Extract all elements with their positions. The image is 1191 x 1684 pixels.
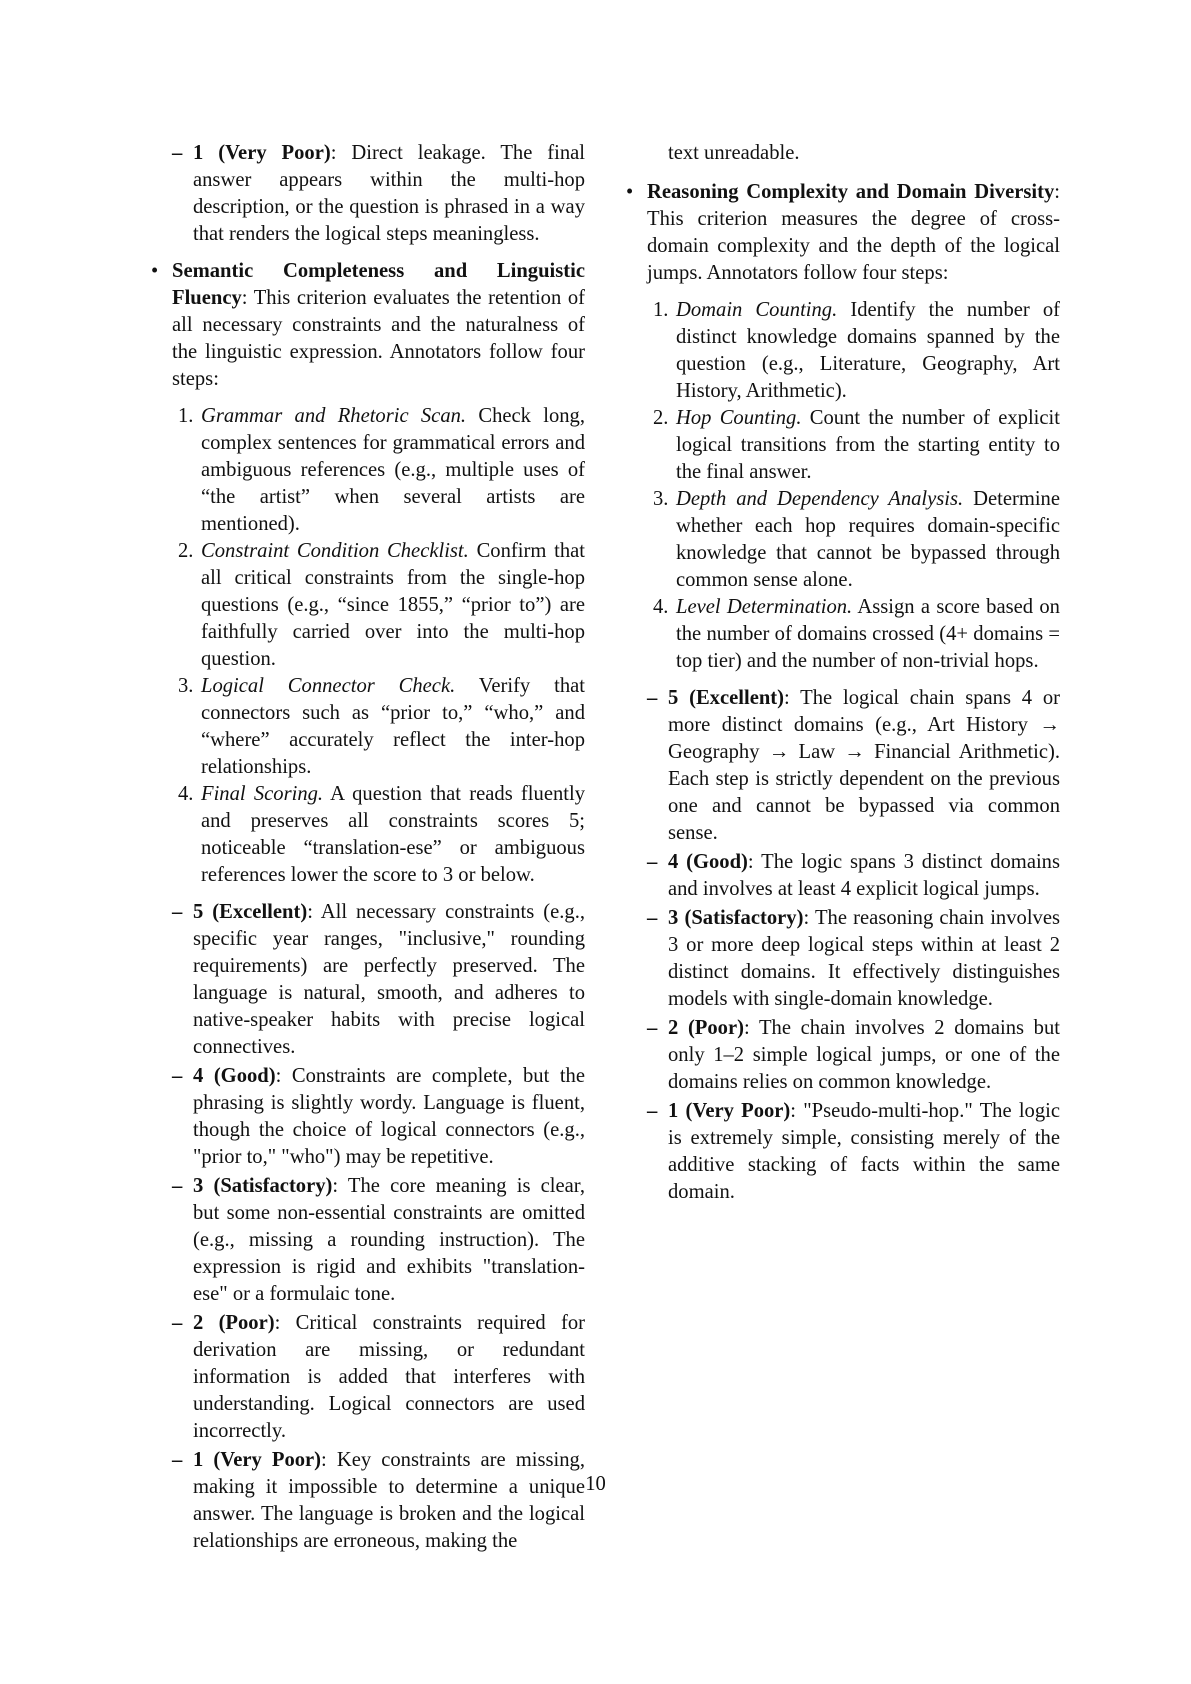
score-text: : The logic spans 3 distinct domains and involves at least 4 explicit logical jumps. [668,851,1060,900]
step-name: Final Scoring. [201,783,324,805]
score-label: 1 (Very Poor) [193,142,331,164]
page-number: 10 [585,1473,606,1495]
score-label: 5 (Excellent) [668,687,785,709]
score-item: – 1 (Very Poor): "Pseudo-multi-hop." The logic is extremely simple, consisting merely of the additive stacking of facts within the same domain. [647,1100,1060,1203]
score-label: 2 (Poor) [193,1312,275,1334]
reasoning-steps [647,297,1060,675]
score-text: : Key constraints are missing, making it impossible to determine a unique answer. The language is broken and the logical relationships are erroneous, making the [193,1449,585,1552]
criterion-title: Reasoning Complexity and Domain Diversity [647,181,1055,203]
score-label: 5 (Excellent) [193,901,308,923]
score-label: 3 (Satisfactory) [668,907,804,929]
step-item: 4. Level Determination. Assign a score based on the number of domains crossed (4+ domains = top tier) and the number of non-trivial hops. [653,596,1060,672]
step-text: Verify that connectors such as “prior to,” “who,” and “where” accurately reflect the inter-hop relationships. [201,675,585,778]
score-label: 3 (Satisfactory) [193,1175,333,1197]
score-item: – 2 (Poor): The chain involves 2 domains but only 1–2 simple logical jumps, or one of the domains relies on common knowledge. [647,1017,1060,1093]
bullet-marker: • [151,260,159,282]
score-item: – 3 (Satisfactory): The core meaning is clear, but some non-essential constraints are omitted (e.g., missing a rounding instruction). The expression is rigid and exhibits "translation-ese" or a formulaic tone. [172,1175,585,1305]
bullet-marker: • [626,181,634,203]
criterion-reasoning [626,179,1060,287]
step-item: 1. Domain Counting. Identify the number of distinct knowledge domains spanned by the question (e.g., Literature, Geography, Art History, Arithmetic). [653,299,1060,402]
score-text: : The core meaning is clear, but some non-essential constraints are omitted (e.g., missing a rounding instruction). The expression is rigid and exhibits "translation-ese" or a formulaic tone. [193,1175,585,1305]
score-label: 4 (Good) [668,851,748,873]
score-item: – 3 (Satisfactory): The reasoning chain involves 3 or more deep logical steps within at least 2 distinct domains. It effectively distinguishes models with single-domain knowledge. [647,907,1060,1010]
score-item-leakage [172,140,585,248]
score-item: – 5 (Excellent): All necessary constraints (e.g., specific year ranges, "inclusive," rounding requirements) are perfectly preserved. The language is natural, smooth, and adheres to native-speaker habits with precise logical connectives. [172,901,586,1058]
score-label: 1 (Very Poor) [668,1100,791,1122]
criterion-semantic [151,258,585,393]
semantic-steps [172,403,585,889]
score-item: – 1 (Very Poor): Key constraints are missing, making it impossible to determine a unique answer. The language is broken and the logical relationships are erroneous, making the [172,1449,585,1552]
criterion-intro: : This criterion measures the degree of cross-domain complexity and the depth of the logical jumps. Annotators follow four steps: [647,181,1060,284]
step-text: Count the number of explicit logical transitions from the starting entity to the final answer. [676,407,1060,483]
dash-marker: – [172,142,183,164]
step-text: Assign a score based on the number of domains crossed (4+ domains = top tier) and the number of non-trivial hops. [676,596,1060,672]
step-name: Domain Counting. [676,299,838,321]
step-name: Constraint Condition Checklist. [201,540,469,562]
step-text: Check long, complex sentences for grammatical errors and ambiguous references (e.g., multiple uses of “the artist” when several artists are mentioned). [201,405,585,535]
step-text: Identify the number of distinct knowledge domains spanned by the question (e.g., Literature, Geography, Art History, Arithmetic). [676,299,1060,402]
step-item: 2. Constraint Condition Checklist. Confirm that all critical constraints from the single-hop questions (e.g., “since 1855,” “prior to”) are faithfully carried over into the multi-hop question. [178,540,585,670]
step-name: Grammar and Rhetoric Scan. [201,405,467,427]
right-column [626,140,1060,1208]
score-item: – 4 (Good): Constraints are complete, but the phrasing is slightly wordy. Language is fluent, though the choice of logical connectors (e.g., "prior to," "who") may be repetitive. [172,1065,585,1168]
score-item: – 5 (Excellent): The logical chain spans 4 or more distinct domains (e.g., Art History → Geography → Law → Financial Arithmetic). Each step is strictly dependent on the previous one and cannot be bypassed via common sense. [647,687,1060,844]
score-item: – 2 (Poor): Critical constraints required for derivation are missing, or redundant information is added that interferes with understanding. Logical connectors are used incorrectly. [172,1312,585,1442]
score-label: 2 (Poor) [668,1017,744,1039]
step-text: A question that reads fluently and preserves all constraints scores 5; noticeable “translation-ese” or ambiguous references lower the score to 3 or below. [201,783,585,886]
criterion-intro: : This criterion evaluates the retention of all necessary constraints and the naturalness of the linguistic expression. Annotators follow four steps: [172,287,585,390]
step-name: Level Determination. [676,596,853,618]
step-name: Depth and Dependency Analysis. [676,488,964,510]
score-label: 4 (Good) [193,1065,276,1087]
step-text: Determine whether each hop requires domain-specific knowledge that cannot be bypassed through common sense alone. [676,488,1060,591]
score-text: : The logical chain spans 4 or more distinct domains (e.g., Art History → Geography → Law → Financial Arithmetic). Each step is strictly dependent on the previous one and cannot be bypassed via common sense. [668,687,1060,844]
score-text: : All necessary constraints (e.g., specific year ranges, "inclusive," rounding requirements) are perfectly preserved. The language is natural, smooth, and adheres to native-speaker habits with precise logical connectives. [193,901,586,1058]
step-item: 2. Hop Counting. Count the number of explicit logical transitions from the starting entity to the final answer. [653,407,1060,483]
criterion-title: Semantic Completeness and Linguistic Fluency [172,260,585,309]
step-name: Logical Connector Check. [201,675,456,697]
continuation-text: text unreadable. [668,142,800,164]
step-item: 3. Logical Connector Check. Verify that connectors such as “prior to,” “who,” and “where” accurately reflect the inter-hop relationships. [178,675,585,778]
step-text: Confirm that all critical constraints from the single-hop questions (e.g., “since 1855,” “prior to”) are faithfully carried over into the multi-hop question. [201,540,585,670]
step-item: 3. Depth and Dependency Analysis. Determine whether each hop requires domain-specific knowledge that cannot be bypassed through common sense alone. [653,488,1060,591]
step-item: 4. Final Scoring. A question that reads fluently and preserves all constraints scores 5; noticeable “translation-ese” or ambiguous references lower the score to 3 or below. [178,783,585,886]
score-text: : Critical constraints required for derivation are missing, or redundant information is added that interferes with understanding. Logical connectors are used incorrectly. [193,1312,585,1442]
score-text: : Direct leakage. The final answer appears within the multi-hop description, or the question is phrased in a way that renders the logical steps meaningless. [193,142,585,245]
step-item: 1. Grammar and Rhetoric Scan. Check long, complex sentences for grammatical errors and ambiguous references (e.g., multiple uses of “the artist” when several artists are mentioned). [178,405,585,535]
score-text: : Constraints are complete, but the phrasing is slightly wordy. Language is fluent, though the choice of logical connectors (e.g., "prior to," "who") may be repetitive. [193,1065,585,1168]
score-text: : The reasoning chain involves 3 or more deep logical steps within at least 2 distinct domains. It effectively distinguishes models with single-domain knowledge. [668,907,1060,1010]
score-label: 1 (Very Poor) [193,1449,322,1471]
step-name: Hop Counting. [676,407,802,429]
score-text: : "Pseudo-multi-hop." The logic is extremely simple, consisting merely of the additive stacking of facts within the same domain. [668,1100,1060,1203]
left-column [151,140,585,1557]
score-text: : The chain involves 2 domains but only 1–2 simple logical jumps, or one of the domains relies on common knowledge. [668,1017,1060,1093]
score-item: – 4 (Good): The logic spans 3 distinct domains and involves at least 4 explicit logical jumps. [647,851,1060,900]
